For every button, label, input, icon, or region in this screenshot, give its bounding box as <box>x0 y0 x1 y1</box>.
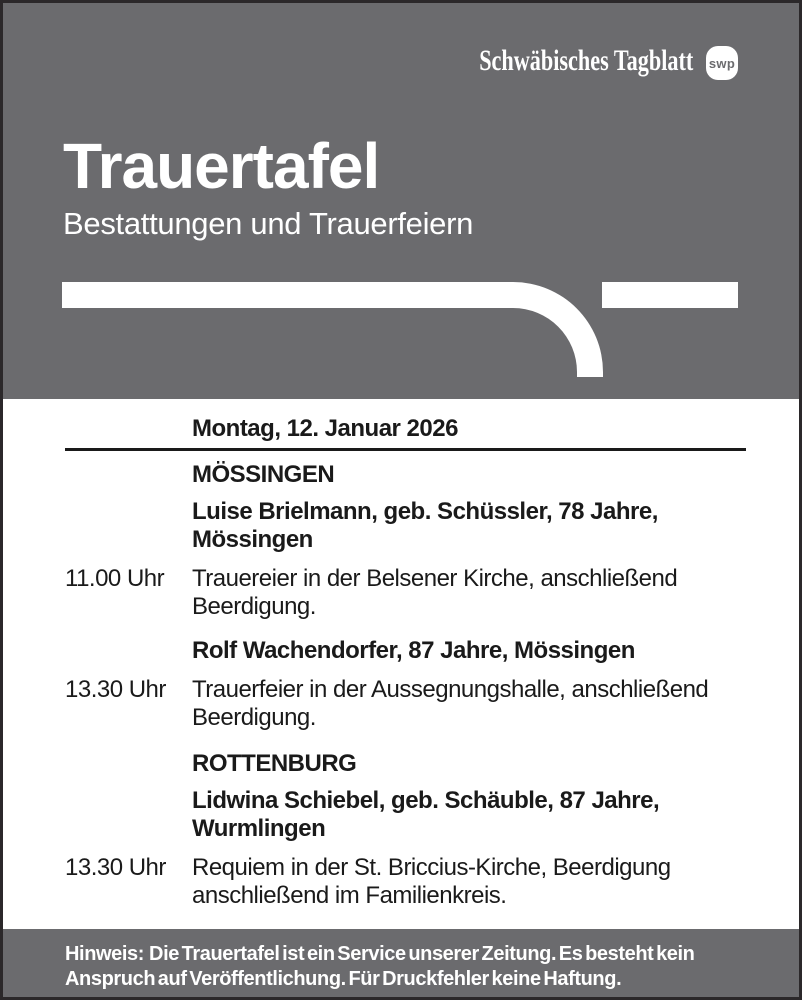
service-details: Requiem in der St. Briccius-Kirche, Beerdigung anschließend im Familienkreis. <box>192 854 671 909</box>
service-time: 13.30 Uhr <box>65 676 166 703</box>
date-row <box>65 415 799 443</box>
name-spacer <box>65 787 192 843</box>
service-row <box>65 565 799 621</box>
curved-road-graphic <box>3 270 799 400</box>
service-details: Trauereier in der Belsener Kirche, anschließend Beerdigung. <box>192 565 678 620</box>
service-row <box>65 854 799 910</box>
newspaper-logotype: Schwäbisches Tagblatt <box>478 44 693 77</box>
name-spacer <box>65 637 192 665</box>
swp-logo-text: swp <box>708 55 736 71</box>
city-heading-row <box>65 461 799 489</box>
deceased-name-row <box>65 637 799 665</box>
city-spacer <box>65 750 192 778</box>
city-spacer <box>65 461 192 489</box>
deceased-name: Rolf Wachendorfer, 87 Jahre, Mössingen <box>192 637 635 664</box>
page-title: Trauertafel <box>63 130 380 202</box>
deceased-name: Luise Brielmann, geb. Schüssler, 78 Jahre, Mössingen <box>192 498 658 553</box>
date-heading: Montag, 12. Januar 2026 <box>192 415 458 442</box>
service-row <box>65 676 799 732</box>
notices-body <box>3 399 799 929</box>
deceased-name-row <box>65 498 799 554</box>
footer-hint-text: Die Trauertafel ist ein Service unserer Zeitung. Es besteht kein Anspruch auf Veröffentlichung. Für Druckfehler keine Haftung. <box>65 943 695 990</box>
name-spacer <box>65 498 192 554</box>
page-subtitle: Bestattungen und Trauerfeiern <box>63 206 474 241</box>
footer-hint-label: Hinweis: <box>65 943 145 965</box>
deceased-name-row <box>65 787 799 843</box>
swp-logo-icon <box>706 46 738 80</box>
service-time: 13.30 Uhr <box>65 854 166 881</box>
date-spacer <box>65 415 192 443</box>
service-time: 11.00 Uhr <box>65 565 165 592</box>
deceased-name: Lidwina Schiebel, geb. Schäuble, 87 Jahre, Wurmlingen <box>192 787 660 842</box>
page-inner <box>3 3 799 997</box>
city-heading-moessingen: MÖSSINGEN <box>192 461 335 488</box>
city-heading-row <box>65 750 799 778</box>
service-details: Trauerfeier in der Aussegnungshalle, anschließend Beerdigung. <box>192 676 709 731</box>
footer-notice-bar <box>3 929 799 997</box>
header-banner <box>3 3 799 399</box>
divider-rule <box>65 448 746 451</box>
city-heading-rottenburg: ROTTENBURG <box>192 750 357 777</box>
